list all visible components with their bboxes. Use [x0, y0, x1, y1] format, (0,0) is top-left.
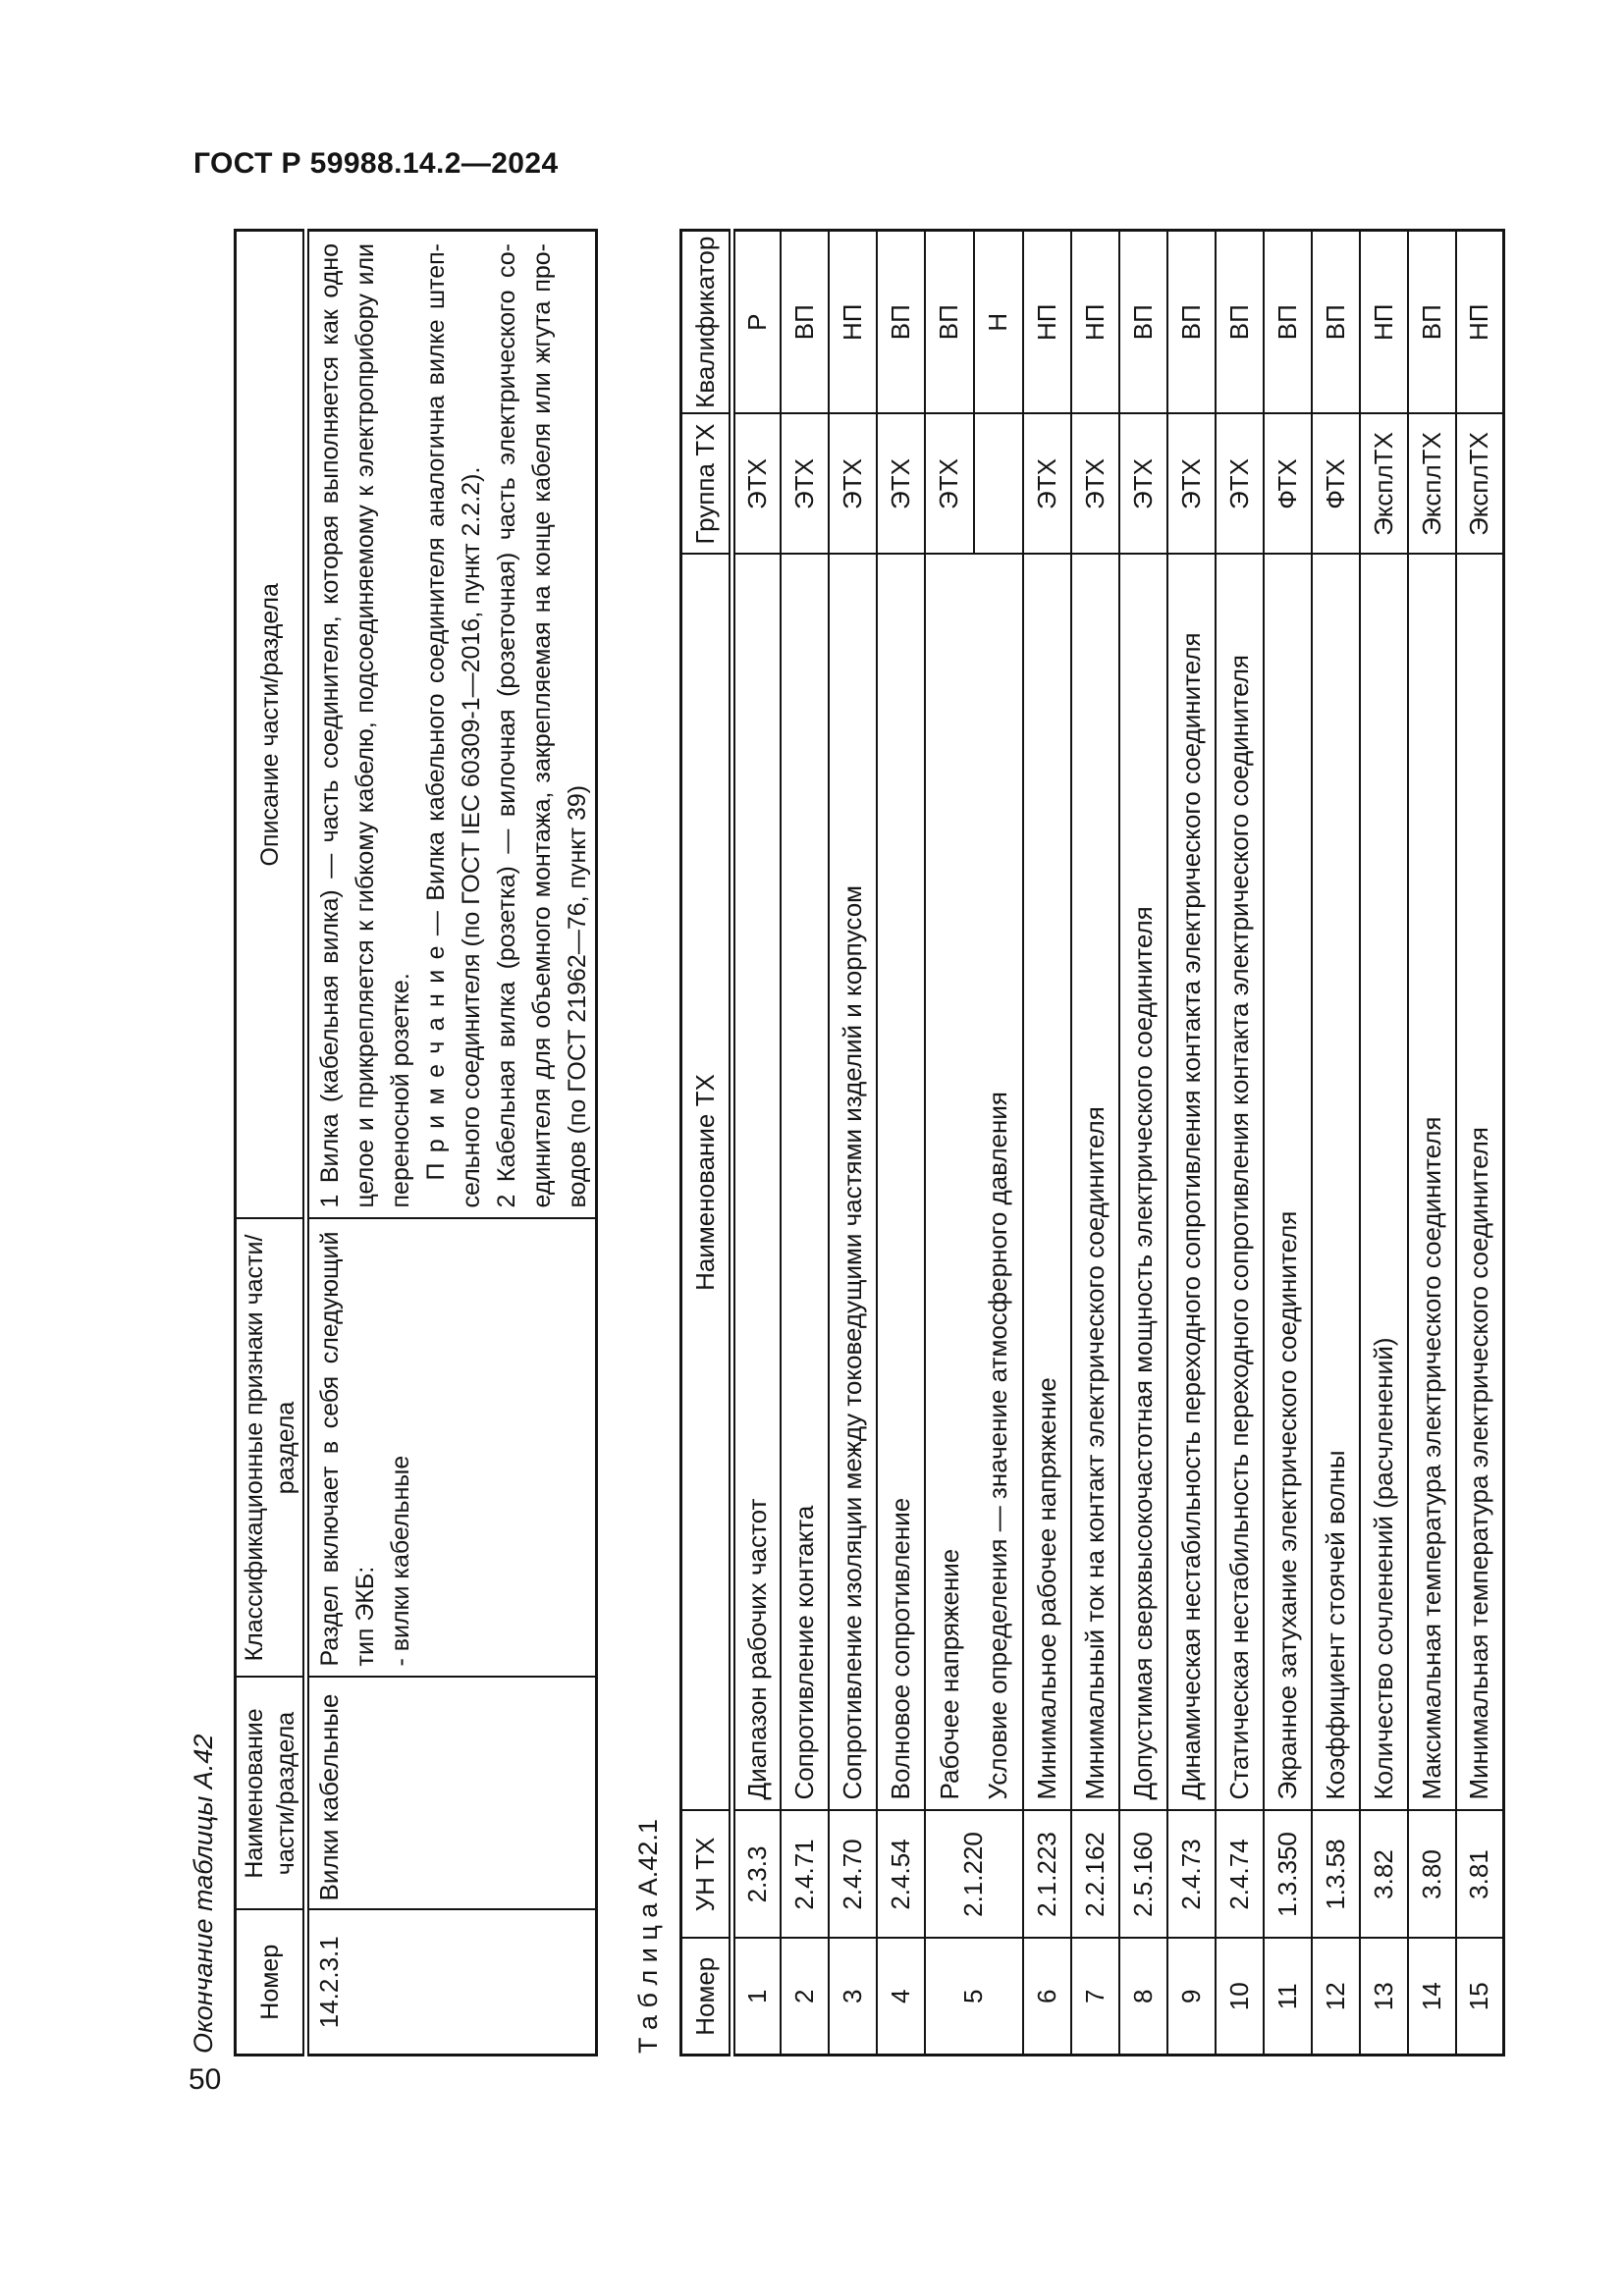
- cell-un-tx: 2.4.71: [781, 1811, 829, 1939]
- cell-num: 12: [1312, 1939, 1360, 2056]
- table-row: [1216, 231, 1264, 2056]
- col-header-num: Номер: [681, 1939, 732, 2056]
- cell-num: 3: [829, 1939, 877, 2056]
- cell-un-tx: 2.3.3: [732, 1811, 781, 1939]
- cell-num: 10: [1216, 1939, 1264, 2056]
- cell-un-tx: 2.2.162: [1071, 1811, 1119, 1939]
- table-row: [1167, 231, 1216, 2056]
- cell-group-tx: ЭТХ: [732, 414, 781, 555]
- cell-qualifier: ВП: [1312, 231, 1360, 414]
- cell-qualifier: НП: [1071, 231, 1119, 414]
- table-row: [732, 231, 781, 2056]
- cell-group-tx: ЭТХ: [1071, 414, 1119, 555]
- cell-group-tx: ФТХ: [1264, 414, 1312, 555]
- table-row: [1264, 231, 1312, 2056]
- cell-qualifier: ВП: [1408, 231, 1456, 414]
- cell-name: Вилки кабельные: [306, 1678, 597, 1910]
- cell-name-tx: Коэффициент стоячей волны: [1312, 555, 1360, 1811]
- cell-num: 13: [1360, 1939, 1408, 2056]
- table-a42-wrap: [234, 229, 594, 2054]
- cell-name-tx: Динамическая нестабильность переходного сопротивления контакта электрического соединителя: [1167, 555, 1216, 1811]
- col-header-qualifier: Квалификатор: [681, 231, 732, 414]
- cell-group-tx: ЭксплТХ: [1360, 414, 1408, 555]
- cell-un-tx: 3.82: [1360, 1811, 1408, 1939]
- cell-qualifier: НП: [829, 231, 877, 414]
- cell-name-tx: Экранное затухание электрического соединителя: [1264, 555, 1312, 1811]
- col-header-un-tx: УН ТХ: [681, 1811, 732, 1939]
- cell-name-tx: Статическая нестабильность переходного сопротивления контакта электрического соединителя: [1216, 555, 1264, 1811]
- table-a421-caption: Т а б л и ц а А.42.1: [633, 1819, 663, 2054]
- table-a42-data-row: [306, 231, 597, 2056]
- table-row: [925, 231, 974, 2056]
- table-a42: [234, 229, 598, 2056]
- classification-line: - вилки кабельные: [387, 1455, 414, 1667]
- cell-name-tx: Волновое сопротивление: [877, 555, 925, 1811]
- cell-name-tx: Максимальная температура электрического соединителя: [1408, 555, 1456, 1811]
- table-row: [1119, 231, 1167, 2056]
- classification-line: тип ЭКБ:: [352, 1566, 379, 1667]
- table-row: [829, 231, 877, 2056]
- cell-qualifier: Р: [732, 231, 781, 414]
- table-a421-caption-wrap: [633, 229, 663, 2054]
- cell-num: 5: [925, 1939, 1023, 2056]
- table-a421-wrap: [679, 229, 1507, 2054]
- cell-name-tx: Количество сочленений (расчленений): [1360, 555, 1408, 1811]
- table-a421-header-row: [681, 231, 732, 2056]
- description-line: 1 Вилка (кабельная вилка) — часть соединителя, которая выполняется как одно: [316, 243, 344, 1208]
- cell-group-tx: [974, 414, 1023, 555]
- table-a42-header-row: [236, 231, 306, 2056]
- cell-group-tx: ЭТХ: [829, 414, 877, 555]
- cell-group-tx: ЭТХ: [925, 414, 974, 555]
- cell-un-tx: 2.5.160: [1119, 1811, 1167, 1939]
- document-header: ГОСТ Р 59988.14.2—2024: [193, 147, 559, 180]
- description-line: переносной розетке.: [387, 973, 414, 1208]
- table-row: [877, 231, 925, 2056]
- col-header-name-tx: Наименование ТХ: [681, 555, 732, 1811]
- cell-un-tx: 2.1.220: [925, 1811, 1023, 1939]
- classification-line: Раздел включает в себя следующий: [316, 1231, 344, 1667]
- cell-name-tx: Минимальный ток на контакт электрического соединителя: [1071, 555, 1119, 1811]
- cell-num: 2: [781, 1939, 829, 2056]
- col-header-classification: Классификационные признаки части/раздела: [236, 1219, 306, 1678]
- table-row: [1023, 231, 1071, 2056]
- description-line: 2 Кабельная вилка (розетка) — вилочная (розеточная) часть электрического со-: [493, 243, 520, 1208]
- cell-un-tx: 2.4.74: [1216, 1811, 1264, 1939]
- cell-un-tx: 2.1.223: [1023, 1811, 1071, 1939]
- table-row: [1456, 231, 1504, 2056]
- cell-qualifier: ВП: [877, 231, 925, 414]
- cell-num: 8: [1119, 1939, 1167, 2056]
- cell-name-tx: Минимальная температура электрического соединителя: [1456, 555, 1504, 1811]
- cell-num: 15: [1456, 1939, 1504, 2056]
- cell-group-tx: ФТХ: [1312, 414, 1360, 555]
- cell-group-tx: ЭТХ: [1119, 414, 1167, 555]
- cell-un-tx: 3.81: [1456, 1811, 1504, 1939]
- table-a421: [679, 229, 1505, 2056]
- cell-group-tx: ЭТХ: [1216, 414, 1264, 555]
- cell-qualifier: ВП: [781, 231, 829, 414]
- description-line: водов (по ГОСТ 21962—76, пункт 39): [564, 784, 591, 1208]
- table-a42-caption: Окончание таблицы А.42: [189, 1734, 218, 2054]
- cell-group-tx: ЭксплТХ: [1408, 414, 1456, 555]
- cell-num: 6: [1023, 1939, 1071, 2056]
- cell-qualifier: ВП: [1216, 231, 1264, 414]
- table-row: [1071, 231, 1119, 2056]
- cell-group-tx: ЭТХ: [1167, 414, 1216, 555]
- cell-un-tx: 1.3.58: [1312, 1811, 1360, 1939]
- name-line: Рабочее напряжение: [934, 1548, 964, 1800]
- cell-num: 9: [1167, 1939, 1216, 2056]
- cell-qualifier: НП: [1456, 231, 1504, 414]
- description-line: П р и м е ч а н и е — Вилка кабельного соединителя аналогична вилке штеп-: [422, 243, 450, 1181]
- cell-un-tx: 2.4.54: [877, 1811, 925, 1939]
- col-header-group-tx: Группа ТХ: [681, 414, 732, 555]
- description-line: целое и прикрепляется к гибкому кабелю, подсоединяемому к электроприбору или: [352, 243, 379, 1208]
- cell-group-tx: ЭксплТХ: [1456, 414, 1504, 555]
- table-row: [1312, 231, 1360, 2056]
- cell-num: 14: [1408, 1939, 1456, 2056]
- cell-un-tx: 3.80: [1408, 1811, 1456, 1939]
- cell-name-tx: Допустимая сверхвысокочастотная мощность электрического соединителя: [1119, 555, 1167, 1811]
- table-row: [781, 231, 829, 2056]
- cell-qualifier: ВП: [925, 231, 974, 414]
- cell-qualifier: НП: [1023, 231, 1071, 414]
- cell-num: 11: [1264, 1939, 1312, 2056]
- table-row: [1360, 231, 1408, 2056]
- cell-name-tx: [925, 555, 1023, 1811]
- table-a42-caption-wrap: [189, 229, 218, 2054]
- cell-num: 4: [877, 1939, 925, 2056]
- cell-un-tx: 2.4.73: [1167, 1811, 1216, 1939]
- cell-qualifier: Н: [974, 231, 1023, 414]
- cell-un-tx: 2.4.70: [829, 1811, 877, 1939]
- col-header-number: Номер: [236, 1910, 306, 2056]
- description-line: единителя для объемного монтажа, закрепляемая на конце кабеля или жгута про-: [528, 243, 556, 1208]
- cell-description: [306, 231, 597, 1219]
- cell-num: 7: [1071, 1939, 1119, 2056]
- page-number: 50: [189, 2063, 222, 2096]
- name-line: Условие определения — значение атмосферного давления: [982, 1092, 1012, 1800]
- cell-qualifier: ВП: [1167, 231, 1216, 414]
- cell-name-tx: Диапазон рабочих частот: [732, 555, 781, 1811]
- cell-group-tx: ЭТХ: [877, 414, 925, 555]
- cell-name-tx: Сопротивление изоляции между токоведущими частями изделий и корпусом: [829, 555, 877, 1811]
- col-header-description: Описание части/раздела: [236, 231, 306, 1219]
- cell-classification: [306, 1219, 597, 1678]
- cell-un-tx: 1.3.350: [1264, 1811, 1312, 1939]
- cell-number: 14.2.3.1: [306, 1910, 597, 2056]
- cell-qualifier: НП: [1360, 231, 1408, 414]
- col-header-name: Наименование части/раздела: [236, 1678, 306, 1910]
- table-row: [1408, 231, 1456, 2056]
- description-line: сельного соединителя (по ГОСТ IEC 60309-1—2016, пункт 2.2.2).: [458, 466, 485, 1208]
- cell-group-tx: ЭТХ: [781, 414, 829, 555]
- cell-name-tx: Минимальное рабочее напряжение: [1023, 555, 1071, 1811]
- cell-qualifier: ВП: [1119, 231, 1167, 414]
- cell-group-tx: ЭТХ: [1023, 414, 1071, 555]
- cell-num: 1: [732, 1939, 781, 2056]
- cell-qualifier: ВП: [1264, 231, 1312, 414]
- cell-name-tx: Сопротивление контакта: [781, 555, 829, 1811]
